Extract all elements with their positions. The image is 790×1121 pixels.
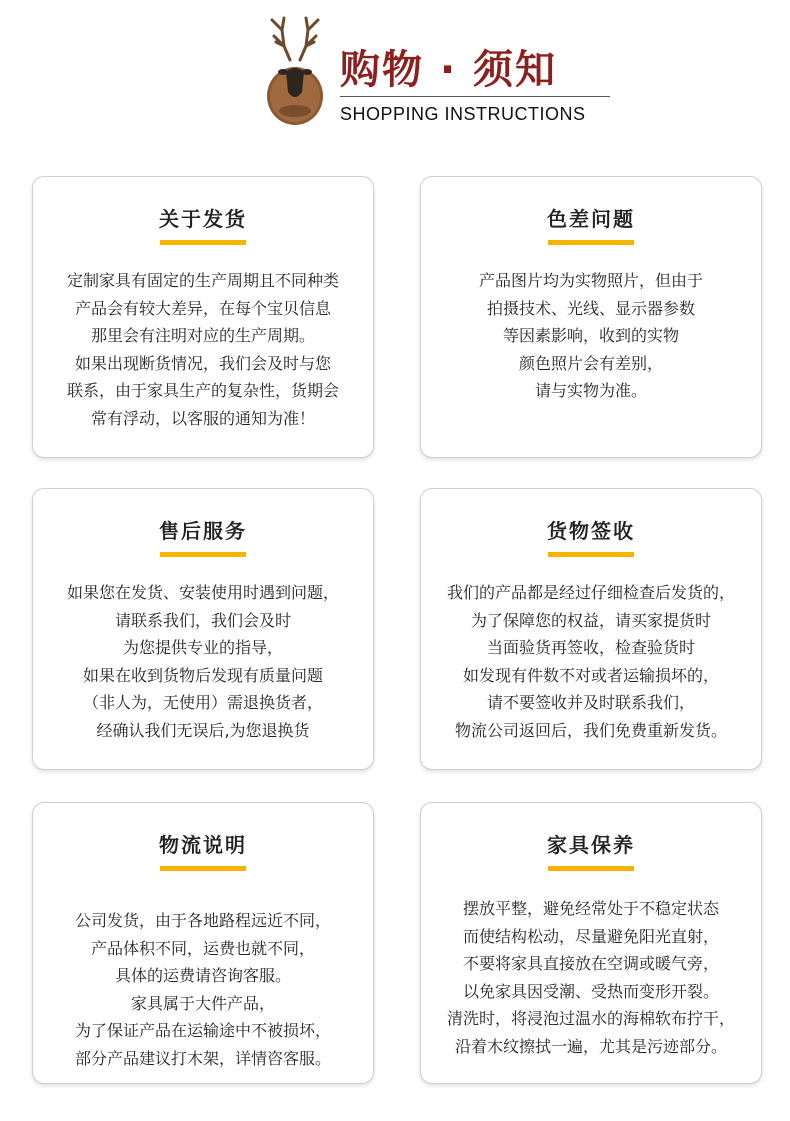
card-text-line: 为您提供专业的指导， [122,638,283,657]
title-divider [340,96,610,97]
card-text-line: 产品会有较大差异，在每个宝贝信息 [74,298,331,318]
card-text-line: 常有浮动，以客服的通知为准！ [90,408,315,428]
page-title: 购物 · 须知 [340,47,558,93]
page-header [0,0,790,150]
card-text-line: 公司发货，由于各地路程远近不同， [74,911,331,930]
card-text-line: 不要将家具直接放在空调或暖气旁， [462,954,719,973]
card-text-line: 当面验货再签收，检查验货时 [486,638,695,657]
card-text-line: （非人为，无使用）需退换货者， [82,693,323,712]
card-text-line: 具体的运费请咨询客服。 [114,966,291,985]
card-text-line: 而使结构松动，尽量避免阳光直射， [462,926,719,946]
card-body [33,907,373,1072]
card-text-line: 如发现有件数不对或者运输损坏的， [462,665,719,685]
card-body [421,895,761,1060]
card-text-line: 为了保障您的权益，请买家提货时 [470,610,711,630]
card-text-line: 等因素影响，收到的实物 [502,326,679,345]
card-text-line: 我们的产品都是经过仔细检查后发货的， [446,583,735,602]
card-title: 色差问题 [547,207,635,231]
card-title: 货物签收 [547,519,635,543]
card-body [33,267,373,432]
card-text-line: 经确认我们无误后,为您退换货 [96,720,310,740]
card-text-line: 以免家具因受潮、受热而变形开裂。 [462,981,719,1001]
card-title-underline [160,552,246,557]
card-title-underline [160,866,246,871]
card-text-line: 物流公司返回后，我们免费重新发货。 [454,720,727,740]
card-body [421,579,761,744]
info-card-receipt [420,488,762,770]
card-text-line: 请联系我们，我们会及时 [114,610,291,630]
deer-head-plaque-icon [262,16,328,126]
card-text-line: 部分产品建议打木架，详情咨客服。 [74,1048,331,1068]
card-text-line: 那里会有注明对应的生产周期。 [90,326,315,345]
card-title: 家具保养 [547,833,635,857]
card-body [421,267,761,405]
card-title-underline [548,240,634,245]
card-text-line: 产品体积不同，运费也就不同， [90,938,315,958]
card-text-line: 如果您在发货、安装使用时遇到问题， [66,583,339,602]
info-card-color-difference [420,176,762,458]
card-title-underline [548,552,634,557]
card-text-line: 家具属于大件产品， [130,993,275,1013]
card-title: 物流说明 [159,833,247,857]
card-text-line: 定制家具有固定的生产周期且不同种类 [66,271,339,290]
info-card-logistics [32,802,374,1084]
info-card-after-sales [32,488,374,770]
card-body [33,579,373,744]
card-text-line: 联系，由于家具生产的复杂性，货期会 [66,381,339,400]
card-text-line: 如果在收到货物后发现有质量问题 [82,665,323,685]
card-title-underline [160,240,246,245]
card-text-line: 拍摄技术、光线、显示器参数 [486,298,695,318]
card-text-line: 颜色照片会有差别， [518,353,663,373]
card-title-underline [548,866,634,871]
card-text-line: 请不要签收并及时联系我们， [486,693,695,712]
card-title: 售后服务 [159,519,247,543]
card-text-line: 如果出现断货情况，我们会及时与您 [74,353,331,373]
card-text-line: 摆放平整，避免经常处于不稳定状态 [462,899,719,918]
card-text-line: 产品图片均为实物照片，但由于 [478,271,703,290]
card-title: 关于发货 [159,207,247,231]
info-card-shipping [32,176,374,458]
card-text-line: 请与实物为准。 [534,381,647,400]
card-text-line: 沿着木纹擦拭一遍，尤其是污迹部分。 [454,1036,727,1056]
card-text-line: 清洗时，将浸泡过温水的海棉软布拧干， [446,1009,735,1028]
card-text-line: 为了保证产品在运输途中不被损坏， [74,1021,331,1040]
info-card-furniture-care [420,802,762,1084]
page-subtitle: SHOPPING INSTRUCTIONS [340,104,586,124]
